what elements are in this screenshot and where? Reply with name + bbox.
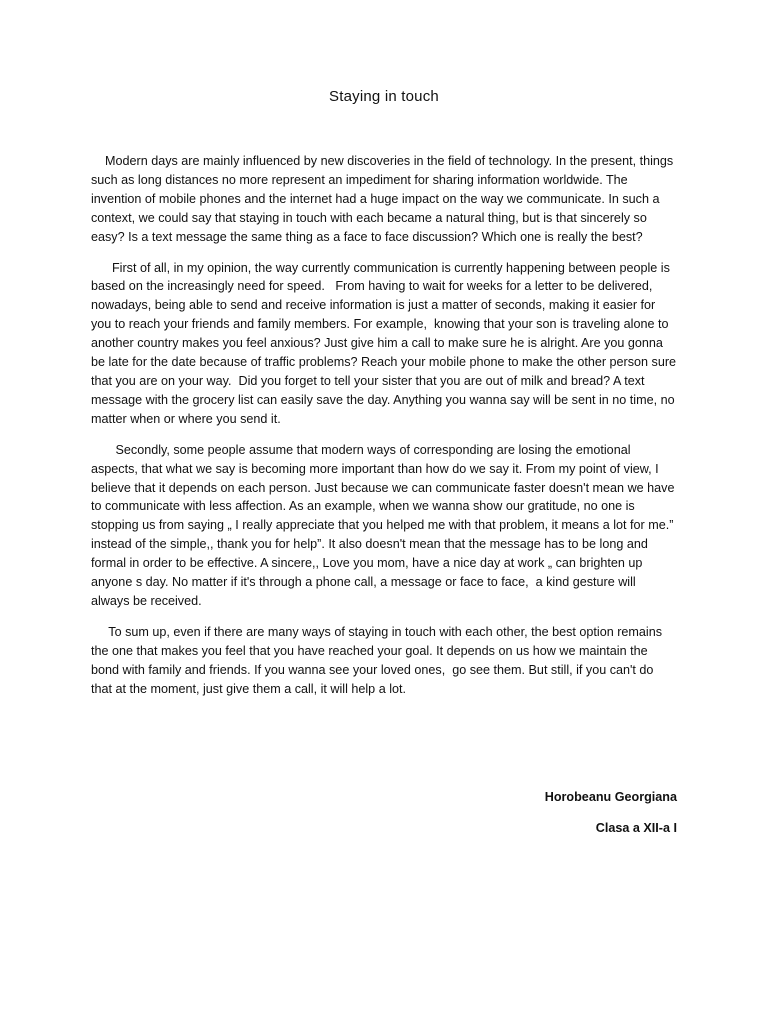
paragraph-conclusion: To sum up, even if there are many ways of staying in touch with each other, the best option remains the one that makes you feel that you have reached your goal. It depends on us how we maintain the bond with family and friends. If you wanna see your loved ones, go see them. But still, if you can't do that at the moment, just give them a call, it will help a lot. — [91, 624, 662, 696]
author-class: Clasa a XII-a I — [595, 821, 677, 835]
paragraph-intro: Modern days are mainly influenced by new discoveries in the field of technology. In the present, things such as long distances no more represent an impediment for sharing information worldwide. The invention of mobile phones and the internet had a huge impact on the way we communicate. In such a context, we could say that staying in touch with each became a natural thing, but is that sincerely so easy? Is a text message the same thing as a face to face discussion? Which one is really the best? — [91, 154, 674, 244]
essay-body — [91, 152, 677, 710]
paragraph-first-argument: First of all, in my opinion, the way currently communication is currently happening between people is based on the increasingly need for speed. From having to wait for weeks for a letter to be delivered, nowadays, being able to send and receive information is just a matter of seconds, making it easier for you to reach your friends and family members. For example, knowing that your son is traveling alone to another country makes you feel anxious? Just give him a call to make sure he is alright. Are you gonna be late for the date because of traffic problems? Reach your mobile phone to make the other person sure that you are on your way. Did you forget to tell your sister that you are out of milk and bread? A text message with the grocery list can easily save the day. Anything you wanna say will be sent in no time, no matter when or where you send it. — [91, 260, 677, 426]
document-title: Staying in touch — [329, 88, 439, 105]
paragraph-second-argument: Secondly, some people assume that modern ways of corresponding are losing the emotional aspects, that what we say is becoming more important than how do we say it. From my point of view, I believe that it depends on each person. Just because we can communicate faster doesn't mean we have to communicate with less affection. As an example, when we wanna show our gratitude, no one is stopping us from saying „ I really appreciate that you helped me with that problem, it means a lot for me.” instead of the simple,, thank you for help”. It also doesn't mean that the message has to be long and formal in order to be effective. A sincere,, Love you mom, have a nice day at work „ can brighten up anyone s day. No matter if it's through a phone call, a message or face to face, a kind gesture will always be received. — [91, 442, 675, 608]
author-name: Horobeanu Georgiana — [544, 790, 677, 804]
